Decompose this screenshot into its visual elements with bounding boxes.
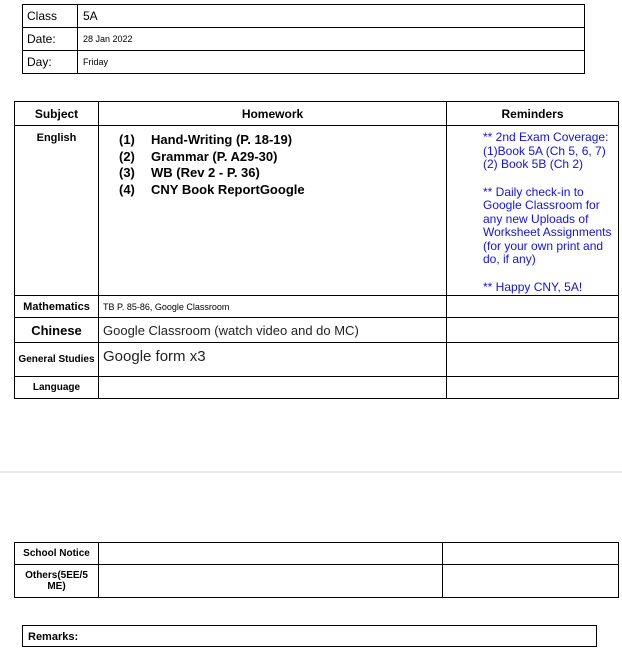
exam-title: ** 2nd Exam Coverage:: [483, 130, 609, 144]
subject-header: Subject: [15, 102, 99, 126]
item-text: Grammar (P. A29-30): [151, 148, 278, 164]
mathematics-homework[interactable]: TB P. 85-86, Google Classroom: [99, 296, 447, 318]
homework-table: [14, 101, 619, 399]
general-studies-subject: General Studies: [15, 343, 99, 377]
class-info-table: [22, 4, 585, 74]
item-number: (1): [119, 132, 135, 147]
english-homework[interactable]: [99, 126, 447, 296]
english-row: [15, 126, 619, 296]
chinese-subject: Chinese: [15, 318, 99, 343]
homework-item: [119, 149, 446, 166]
mathematics-subject: Mathematics: [15, 296, 99, 318]
others-label: Others(5EE/5 ME): [15, 565, 99, 598]
item-number: (4): [119, 181, 135, 197]
chinese-homework[interactable]: Google Classroom (watch video and do MC): [99, 318, 447, 343]
exam-coverage: [483, 131, 614, 172]
notice-table: [14, 542, 619, 598]
reminders-cell[interactable]: [447, 126, 619, 296]
others-content[interactable]: [99, 565, 443, 598]
school-notice-row: [15, 543, 619, 565]
english-subject: English: [15, 126, 99, 296]
english-homework-list: [103, 132, 446, 198]
class-value[interactable]: 5A: [78, 5, 585, 28]
exam-line-2: (2) Book 5B (Ch 2): [483, 157, 584, 171]
others-extra[interactable]: [443, 565, 619, 598]
general-studies-homework[interactable]: Google form x3: [99, 343, 447, 377]
homework-item: [119, 165, 446, 182]
item-text: WB (Rev 2 - P. 36): [151, 165, 260, 180]
language-row: [15, 377, 619, 399]
remarks-label: Remarks:: [28, 631, 79, 643]
item-text: Hand-Writing (P. 18-19): [151, 132, 293, 147]
school-notice-extra[interactable]: [443, 543, 619, 565]
checkin-reminder: ** Daily check-in to Google Classroom for any new Uploads of Worksheet Assignments (for your own print and do, if any): [483, 184, 612, 266]
others-row: [15, 565, 619, 598]
school-notice-content[interactable]: [99, 543, 443, 565]
language-homework[interactable]: [99, 377, 447, 399]
item-text: CNY Book ReportGoogle: [151, 181, 305, 197]
item-number: (3): [119, 165, 135, 180]
exam-line-1: (1)Book 5A (Ch 5, 6, 7): [483, 143, 606, 158]
reminders-text: [447, 126, 618, 294]
class-label: Class: [23, 5, 78, 28]
mathematics-row: [15, 296, 619, 318]
chinese-reminders[interactable]: [447, 318, 619, 343]
homework-item: [119, 182, 446, 199]
cny-reminder: ** Happy CNY, 5A!: [483, 279, 583, 294]
date-row: [23, 28, 585, 51]
general-studies-row: [15, 343, 619, 377]
day-label: Day:: [23, 51, 78, 74]
language-subject: Language: [15, 377, 99, 399]
item-number: (2): [119, 148, 135, 164]
chinese-row: [15, 318, 619, 343]
header-row: [15, 102, 619, 126]
homework-item: [119, 132, 446, 149]
general-studies-reminders[interactable]: [447, 343, 619, 377]
remarks-box[interactable]: [22, 625, 597, 647]
date-label: Date:: [23, 28, 78, 51]
reminders-header: Reminders: [447, 102, 619, 126]
mathematics-reminders[interactable]: [447, 296, 619, 318]
class-row: [23, 5, 585, 28]
school-notice-label: School Notice: [15, 543, 99, 565]
date-value[interactable]: 28 Jan 2022: [78, 28, 585, 51]
day-value[interactable]: Friday: [78, 51, 585, 74]
homework-header: Homework: [99, 102, 447, 126]
day-row: [23, 51, 585, 74]
page-divider: [0, 471, 622, 473]
language-reminders[interactable]: [447, 377, 619, 399]
